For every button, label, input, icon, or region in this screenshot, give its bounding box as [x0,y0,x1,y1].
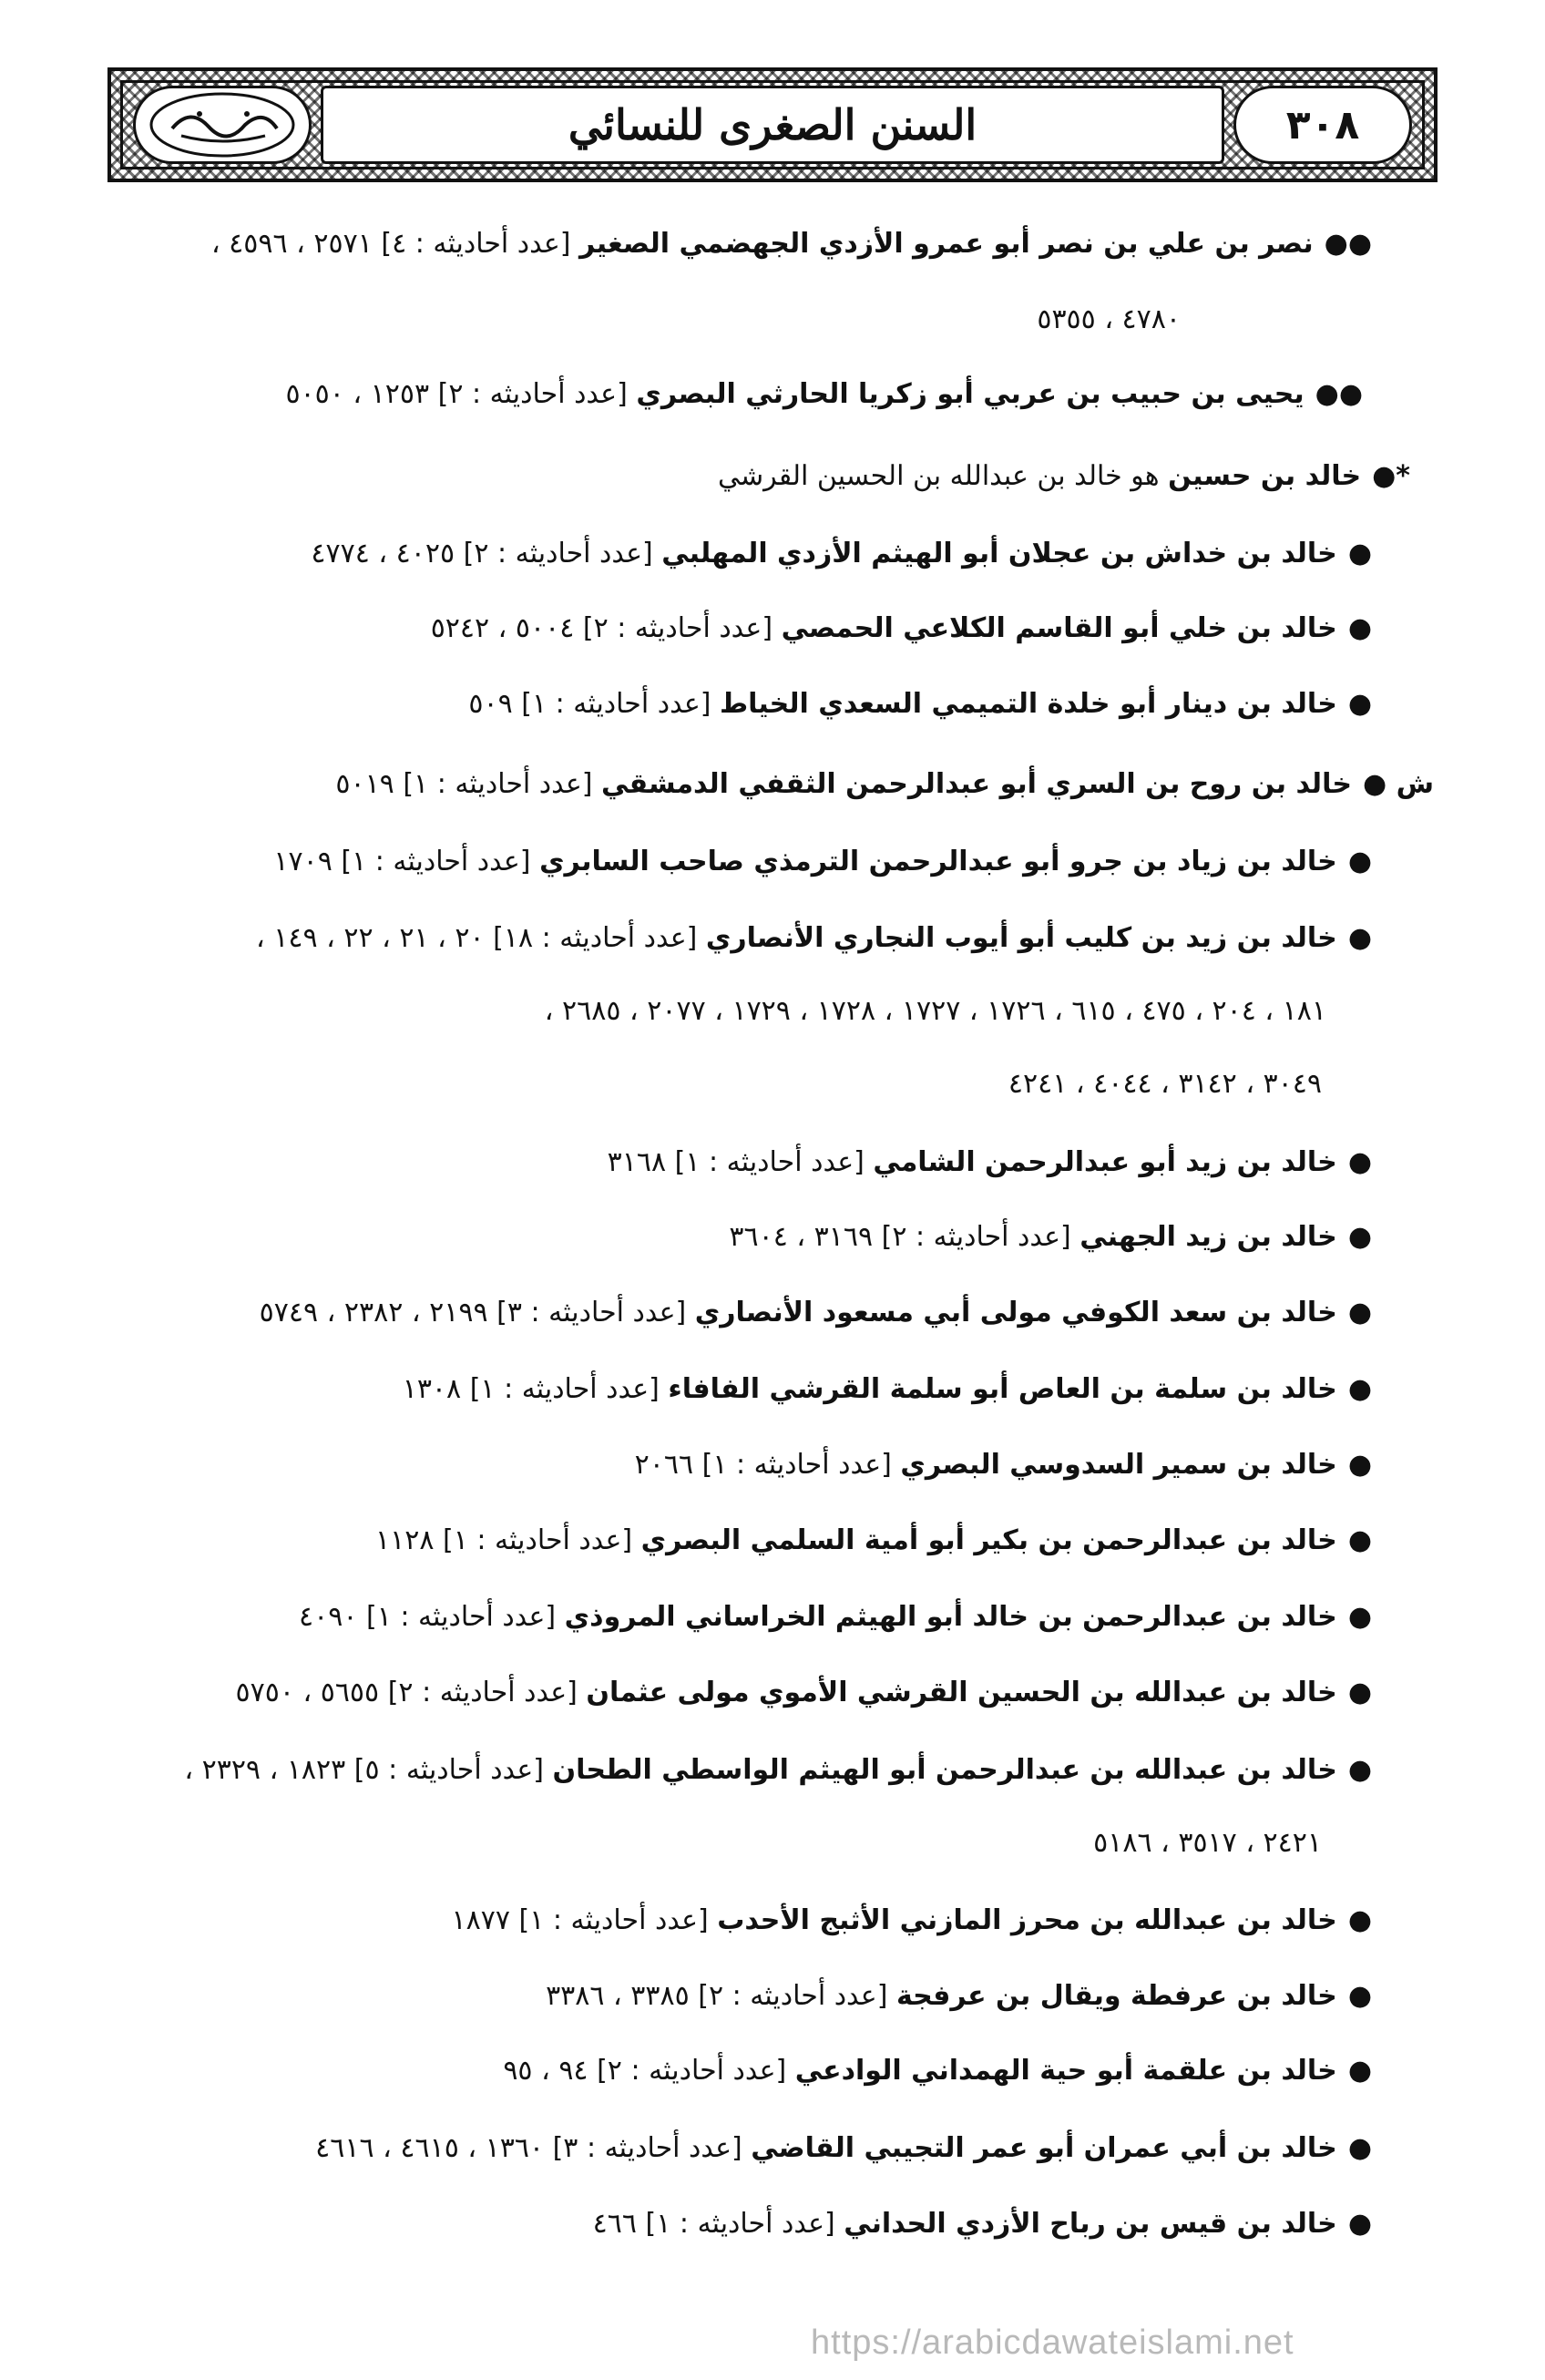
cross-reference-text: هو خالد بن عبدالله بن الحسين القرشي [718,460,1160,492]
hadith-count: [عدد أحاديثه : ١] ٤٦٦ [592,2208,835,2240]
hadith-count: [عدد أحاديثه : ١] ٤٠٩٠ [299,1601,557,1633]
hadith-count: [عدد أحاديثه : ٢] ٥٠٠٤ ، ٥٢٤٢ [430,612,773,644]
narrator-name: خالد بن زيد الجهني [1079,1221,1337,1253]
entry-marker: ● [1347,1524,1372,1556]
site-watermark: https://arabicdawateislami.net [811,2324,1294,2362]
hadith-count: [عدد أحاديثه : ١] ٣١٦٨ [607,1146,865,1178]
narrator-entry [315,2132,1372,2164]
entry-marker: ● [1347,1677,1372,1708]
entry-marker: ● [1347,1904,1372,1936]
entry-marker: ● [1347,2055,1372,2087]
book-title: السنن الصغرى للنسائي [568,100,977,149]
narrator-entry [452,1904,1372,1936]
narrator-entry [635,1449,1372,1481]
narrator-name: خالد بن روح بن السري أبو عبدالرحمن الثقفي الدمشقي [601,768,1352,800]
narrator-entry [608,1146,1372,1178]
narrator-entry [593,2208,1372,2240]
narrator-name: خالد بن عبدالله بن الحسين القرشي الأموي مولى عثمان [586,1677,1337,1708]
title-panel [321,86,1224,164]
narrator-entry [311,538,1372,569]
narrator-entry [260,1297,1372,1328]
entry-marker: ● [1347,2208,1372,2240]
narrator-entry [375,1524,1372,1556]
narrator-entry [299,1601,1372,1633]
narrator-entry [546,1980,1372,2012]
narrator-name: خالد بن قيس بن رباح الأزدي الحداني [844,2208,1337,2240]
entry-marker: *● [1372,460,1410,492]
hadith-count: [عدد أحاديثه : ١] ١٣٠٨ [402,1373,660,1405]
hadith-count: [عدد أحاديثه : ٢] ٣١٦٩ ، ٣٦٠٤ [729,1221,1071,1253]
entry-marker: ● [1347,1221,1372,1253]
entry-marker: ● [1347,1146,1372,1178]
entry-marker: ● [1347,1980,1372,2012]
narrator-entry [403,1373,1372,1405]
page-number: ٣٠٨ [1285,101,1360,149]
narrator-entry [729,1221,1372,1253]
entry-marker: ● [1347,2132,1372,2164]
narrator-entry [285,378,1363,410]
hadith-count: [عدد أحاديثه : ٣] ٢١٩٩ ، ٢٣٨٢ ، ٥٧٤٩ [259,1297,687,1328]
hadith-count: [عدد أحاديثه : ٣] ١٣٦٠ ، ٤٦١٥ ، ٤٦١٦ [315,2132,742,2164]
narrator-name: خالد بن عرفطة ويقال بن عرفجة [895,1980,1337,2012]
narrator-name: خالد بن سمير السدوسي البصري [900,1449,1337,1481]
narrator-entry [503,2055,1372,2087]
hadith-count: [عدد أحاديثه : ٢] ٥٦٥٥ ، ٥٧٥٠ [235,1677,578,1708]
entry-continuation: ١٨١ ، ٢٠٤ ، ٤٧٥ ، ٦١٥ ، ١٧٢٦ ، ١٧٢٧ ، ١٧٢٨ ، ١٧٢٩ ، ٢٠٧٧ ، ٢٦٨٥ ، [544,995,1326,1027]
hadith-count: [عدد أحاديثه : ٢] ١٢٥٣ ، ٥٠٥٠ [285,378,628,410]
narrator-name: خالد بن علقمة أبو حية الهمداني الوادعي [794,2055,1337,2087]
narrator-name: يحيى بن حبيب بن عربي أبو زكريا الحارثي البصري [636,378,1305,410]
entry-continuation: ٤٧٨٠ ، ٥٣٥٥ [1037,303,1181,335]
entry-marker: ● [1347,1373,1372,1405]
narrator-name: خالد بن سعد الكوفي مولى أبي مسعود الأنصاري [694,1297,1337,1328]
entry-marker: ● [1347,846,1372,877]
entry-marker: ● [1347,1297,1372,1328]
narrator-name: خالد بن دينار أبو خلدة التميمي السعدي الخياط [719,688,1337,720]
hadith-count: [عدد أحاديثه : ٥] ١٨٢٣ ، ٢٣٢٩ ، [184,1754,544,1786]
book-logo-icon [145,88,300,161]
narrator-name: خالد بن حسين [1168,460,1362,492]
cross-reference-entry [718,460,1410,492]
narrator-name: خالد بن عبدالرحمن بن بكير أبو أمية السلمي البصري [640,1524,1337,1556]
narrator-name: خالد بن أبي عمران أبو عمر التجيبي القاضي [751,2132,1337,2164]
logo-medallion [133,86,312,164]
narrator-name: خالد بن خداش بن عجلان أبو الهيثم الأزدي المهلبي [661,538,1337,569]
narrator-entry [184,1754,1372,1786]
narrator-name: خالد بن عبدالله بن عبدالرحمن أبو الهيثم الواسطي الطحان [552,1754,1337,1786]
narrator-name: خالد بن زيد أبو عبدالرحمن الشامي [873,1146,1337,1178]
narrator-entry [256,922,1372,954]
narrator-name: خالد بن سلمة بن العاص أبو سلمة القرشي الفافاء [668,1373,1337,1405]
entry-marker: ● [1347,612,1372,644]
narrator-entry [335,768,1434,800]
entry-marker: ● [1347,922,1372,954]
entry-marker: ● [1347,1601,1372,1633]
narrator-entry [431,612,1372,644]
hadith-count: [عدد أحاديثه : ١] ١٨٧٧ [451,1904,709,1936]
narrator-entry [235,1677,1372,1708]
entry-continuation: ٢٤٢١ ، ٣٥١٧ ، ٥١٨٦ [1093,1827,1322,1859]
narrator-name: خالد بن زيد بن كليب أبو أيوب النجاري الأنصاري [705,922,1337,954]
hadith-count: [عدد أحاديثه : ١] ١٧٠٩ [273,846,531,877]
narrator-name: خالد بن زياد بن جرو أبو عبدالرحمن الترمذي صاحب السابري [539,846,1337,877]
hadith-count: [عدد أحاديثه : ١] ٥٠١٩ [335,768,593,800]
entry-marker: ● [1347,1449,1372,1481]
hadith-count: [عدد أحاديثه : ١] ١١٢٨ [375,1524,633,1556]
entry-marker: ● [1347,1754,1372,1786]
narrator-name: خالد بن خلي أبو القاسم الكلاعي الحمصي [781,612,1337,644]
narrator-name: نصر بن علي بن نصر أبو عمرو الأزدي الجهضمي الصغير [579,228,1314,260]
page-header [107,67,1438,182]
narrator-name: خالد بن عبدالله بن محرز المازني الأثبج الأحدب [717,1904,1337,1936]
entry-continuation: ٣٠٤٩ ، ٣١٤٢ ، ٤٠٤٤ ، ٤٢٤١ [1008,1068,1322,1100]
hadith-count: [عدد أحاديثه : ٢] ٩٤ ، ٩٥ [503,2055,787,2087]
hadith-count: [عدد أحاديثه : ٤] ٢٥٧١ ، ٤٥٩٦ ، [210,228,571,260]
entry-marker: ●● [1324,228,1372,260]
hadith-count: [عدد أحاديثه : ٢] ٤٠٢٥ ، ٤٧٧٤ [311,538,653,569]
entry-marker: ●● [1315,378,1363,410]
hadith-count: [عدد أحاديثه : ٢] ٣٣٨٥ ، ٣٣٨٦ [546,1980,888,2012]
narrator-entry [468,688,1372,720]
narrator-entry [273,846,1372,877]
narrator-entry [211,228,1372,260]
entry-marker: ● [1347,538,1372,569]
hadith-count: [عدد أحاديثه : ١] ٥٠٩ [468,688,711,720]
hadith-count: [عدد أحاديثه : ١] ٢٠٦٦ [634,1449,892,1481]
entry-marker: ش ● [1362,768,1434,800]
entry-marker: ● [1347,688,1372,720]
page-number-medallion [1233,86,1412,164]
narrator-name: خالد بن عبدالرحمن بن خالد أبو الهيثم الخراساني المروذي [564,1601,1337,1633]
hadith-count: [عدد أحاديثه : ١٨] ٢٠ ، ٢١ ، ٢٢ ، ١٤٩ ، [256,922,698,954]
